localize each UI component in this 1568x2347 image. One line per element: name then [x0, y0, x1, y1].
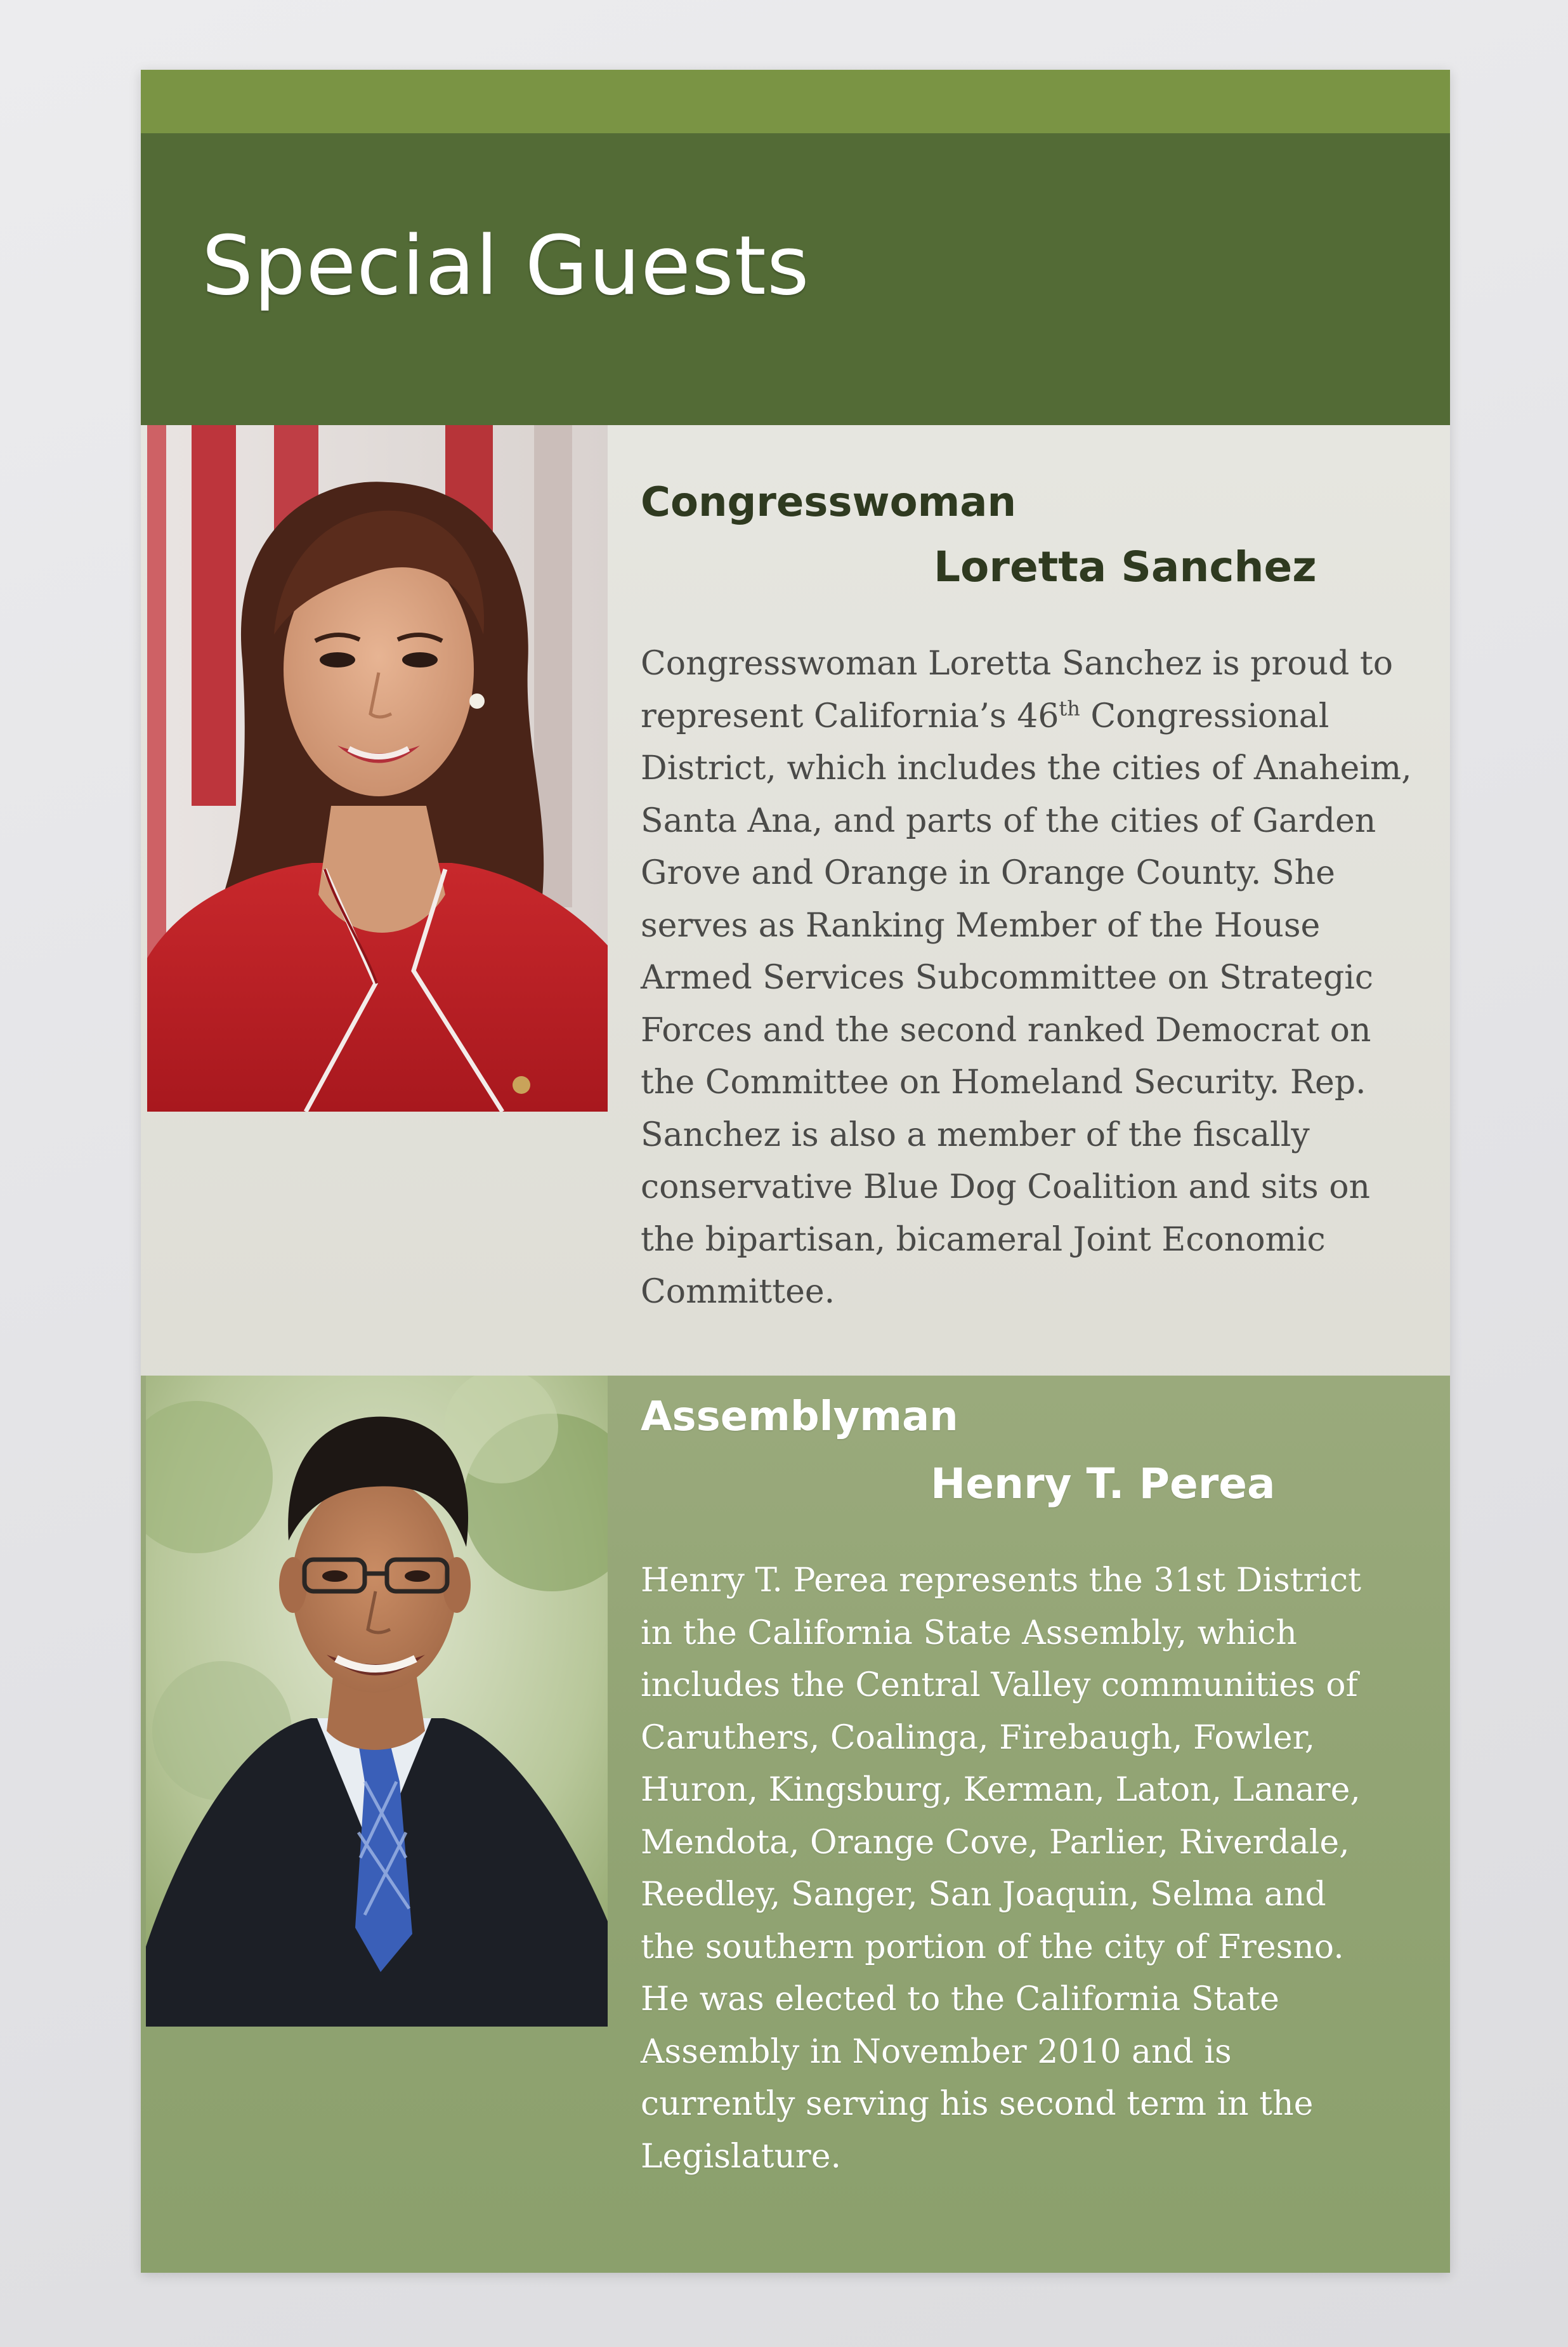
- bio-line: He was elected to the California State: [641, 1980, 1279, 2018]
- bio-line: Sanchez is also a member of the fiscally: [641, 1115, 1310, 1154]
- bio-line: currently serving his second term in the: [641, 2085, 1314, 2123]
- portrait-henry-perea: [146, 1376, 608, 2027]
- bio-line: Huron, Kingsburg, Kerman, Laton, Lanare,: [641, 1771, 1361, 1809]
- bio-line: Committee.: [641, 1273, 835, 1311]
- bio-line: the Committee on Homeland Security. Rep.: [641, 1063, 1366, 1101]
- bio-line: in the California State Assembly, which: [641, 1614, 1297, 1652]
- guest-role: Assemblyman: [641, 1393, 958, 1440]
- guest-name: Henry T. Perea: [931, 1459, 1276, 1508]
- bio-line: includes the Central Valley communities of: [641, 1666, 1358, 1704]
- bio-line: serves as Ranking Member of the House: [641, 906, 1321, 945]
- bio-line: [641, 690, 1412, 743]
- bio-line: Reedley, Sanger, San Joaquin, Selma and: [641, 1876, 1326, 1914]
- guest-photo: [147, 425, 608, 1112]
- bio-line: Congresswoman Loretta Sanchez is proud to: [641, 645, 1394, 683]
- bio-line: District, which includes the cities of Anaheim,: [641, 749, 1412, 787]
- bio-line: Caruthers, Coalinga, Firebaugh, Fowler,: [641, 1718, 1316, 1757]
- guest-bio: [641, 638, 1412, 1318]
- bio-line: Assembly in November 2010 and is: [641, 2032, 1232, 2071]
- bio-line: Grove and Orange in Orange County. She: [641, 854, 1335, 892]
- bio-line: the bipartisan, bicameral Joint Economic: [641, 1220, 1326, 1259]
- bio-line: Legislature.: [641, 2137, 842, 2176]
- portrait-loretta-sanchez: [147, 425, 608, 1112]
- accent-stripe: [141, 70, 1450, 133]
- bio-text: represent California’s 46: [641, 697, 1059, 735]
- guest-name: Loretta Sanchez: [934, 542, 1317, 591]
- program-page: [141, 70, 1450, 2273]
- ordinal-suffix: th: [1059, 696, 1080, 721]
- guest-photo: [146, 1376, 608, 2027]
- bio-text: Congressional: [1080, 697, 1330, 735]
- bio-line: the southern portion of the city of Fresno.: [641, 1928, 1344, 1966]
- guest-bio: [641, 1555, 1361, 2183]
- bio-line: Armed Services Subcommittee on Strategic: [641, 959, 1374, 997]
- bio-line: Mendota, Orange Cove, Parlier, Riverdale,: [641, 1823, 1350, 1862]
- bio-line: conservative Blue Dog Coalition and sits on: [641, 1168, 1371, 1206]
- bio-line: Forces and the second ranked Democrat on: [641, 1011, 1371, 1049]
- page-title: Special Guests: [202, 219, 810, 313]
- bio-line: Santa Ana, and parts of the cities of Garden: [641, 801, 1376, 840]
- guest-role: Congresswoman: [641, 479, 1016, 526]
- bio-line: Henry T. Perea represents the 31st District: [641, 1561, 1362, 1600]
